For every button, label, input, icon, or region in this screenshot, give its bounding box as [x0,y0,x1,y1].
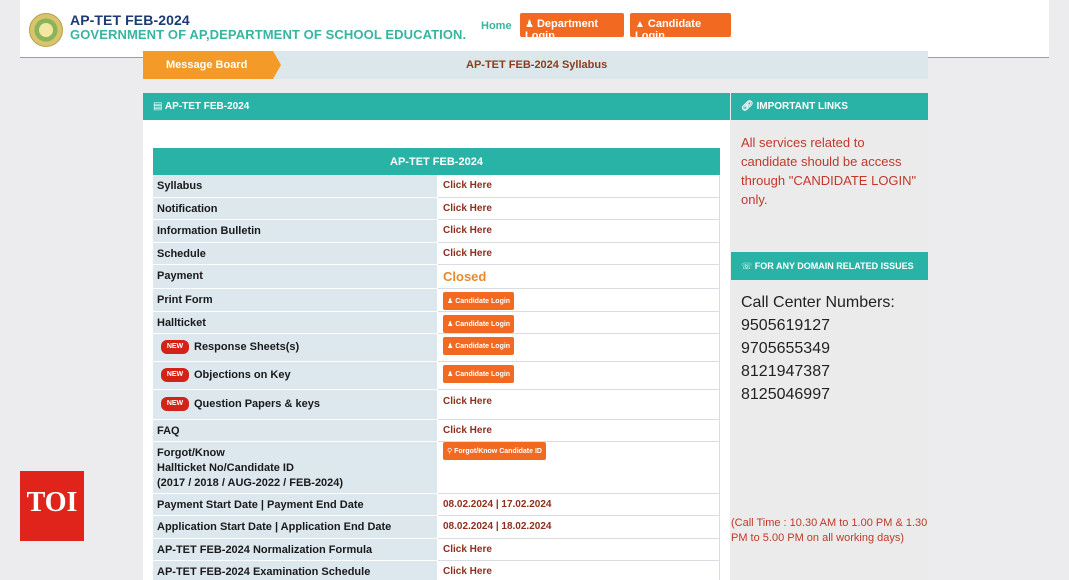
ap-emblem-logo [29,13,63,47]
table-row [153,334,720,362]
table-row [153,175,720,198]
row-label: NEW Response Sheets(s) [153,334,437,362]
click-here-link[interactable]: Click Here [438,561,720,580]
row-value [438,442,720,494]
forgot-candidate-id-button[interactable]: ⚲ Forgot/Know Candidate ID [443,442,546,460]
row-value [438,334,720,362]
row-label: AP-TET FEB-2024 Normalization Formula [153,539,437,561]
domain-issues-title: ☏ FOR ANY DOMAIN RELATED ISSUES [731,252,928,280]
candidate-login-mini-button[interactable]: ♟ Candidate Login [443,337,514,355]
row-label-line: Forgot/Know [157,447,225,459]
table-row [153,312,720,334]
row-value [438,362,720,390]
phone-icon: ☏ [741,261,753,271]
important-links-panel [731,120,928,252]
table-row [153,265,720,289]
call-center-number: 8125046997 [741,386,830,403]
table-row [153,442,720,494]
payment-status: Closed [438,265,720,289]
message-board-strip [143,51,928,79]
row-label [153,442,437,494]
table-row [153,494,720,516]
site-title: AP-TET FEB-2024 [70,12,190,28]
row-value [438,289,720,312]
call-center-number: 9505619127 [741,317,830,334]
table-row [153,362,720,390]
table-row [153,289,720,312]
row-label: FAQ [153,420,437,442]
call-time-note: (Call Time : 10.30 AM to 1.00 PM & 1.30 PM to 5.00 PM on all working days) [731,517,928,544]
payment-dates: 08.02.2024 | 17.02.2024 [438,494,720,516]
main-panel-title: ▤ AP-TET FEB-2024 [143,93,730,120]
click-here-link[interactable]: Click Here [438,539,720,561]
table-row [153,243,720,265]
click-here-link[interactable]: Click Here [438,420,720,442]
row-label: Schedule [153,243,437,265]
row-label: AP-TET FEB-2024 Examination Schedule [153,561,437,580]
new-badge: NEW [161,397,189,411]
domain-issues-panel [731,280,928,580]
newspaper-icon: ▤ [153,101,163,112]
row-label: NEW Question Papers & keys [153,390,437,420]
important-links-title: 🔗︎ IMPORTANT LINKS [731,93,928,120]
row-label: Hallticket [153,312,437,334]
row-label-line: Hallticket No/Candidate ID [157,462,294,474]
user-icon: ♟ [447,321,454,328]
click-here-link[interactable]: Click Here [438,220,720,243]
row-label: Information Bulletin [153,220,437,243]
nav-home-link[interactable]: Home [481,20,512,32]
new-badge: NEW [161,340,189,354]
table-row [153,516,720,539]
row-label: Payment [153,265,437,289]
user-icon: ♟ [447,371,454,378]
user-icon: ♟ [525,19,534,30]
graduation-cap-icon: ▲ [635,19,645,30]
syllabus-marquee-link[interactable]: AP-TET FEB-2024 Syllabus [466,59,608,71]
call-center-number: 8121947387 [741,363,830,380]
candidate-login-button[interactable]: ▲ Candidate Login [630,13,731,37]
click-here-link[interactable]: Click Here [438,243,720,265]
department-login-button[interactable]: ♟ Department Login [520,13,624,37]
table-row [153,390,720,420]
table-row [153,198,720,220]
row-label: NEW Objections on Key [153,362,437,390]
table-row [153,420,720,442]
row-label: Payment Start Date | Payment End Date [153,494,437,516]
important-notice-text: All services related to candidate should be access through "CANDIDATE LOGIN" only. [741,135,917,207]
row-label: Application Start Date | Application End Date [153,516,437,539]
row-label-line: (2017 / 2018 / AUG-2022 / FEB-2024) [157,477,344,489]
site-header [20,0,1049,58]
candidate-login-mini-button[interactable]: ♟ Candidate Login [443,292,514,310]
candidate-login-mini-button[interactable]: ♟ Candidate Login [443,315,514,333]
site-subtitle: GOVERNMENT OF AP,DEPARTMENT OF SCHOOL EDUCATION. [70,27,467,42]
key-icon: ⚲ [447,448,453,455]
table-row [153,539,720,561]
toi-logo: TOI [20,471,84,541]
call-center-title: Call Center Numbers: [741,294,895,311]
message-board-label: Message Board [143,51,273,79]
table-title: AP-TET FEB-2024 [153,148,720,175]
click-here-link[interactable]: Click Here [438,390,720,420]
click-here-link[interactable]: Click Here [438,175,720,198]
user-icon: ♟ [447,343,454,350]
row-label: Notification [153,198,437,220]
row-value [438,312,720,334]
click-here-link[interactable]: Click Here [438,198,720,220]
new-badge: NEW [161,368,189,382]
call-center-number: 9705655349 [741,340,830,357]
candidate-login-mini-button[interactable]: ♟ Candidate Login [443,365,514,383]
table-row [153,561,720,580]
table-row [153,220,720,243]
row-label: Print Form [153,289,437,312]
row-label: Syllabus [153,175,437,198]
application-dates: 08.02.2024 | 18.02.2024 [438,516,720,539]
user-icon: ♟ [447,298,454,305]
link-icon: 🔗︎ [741,101,754,112]
